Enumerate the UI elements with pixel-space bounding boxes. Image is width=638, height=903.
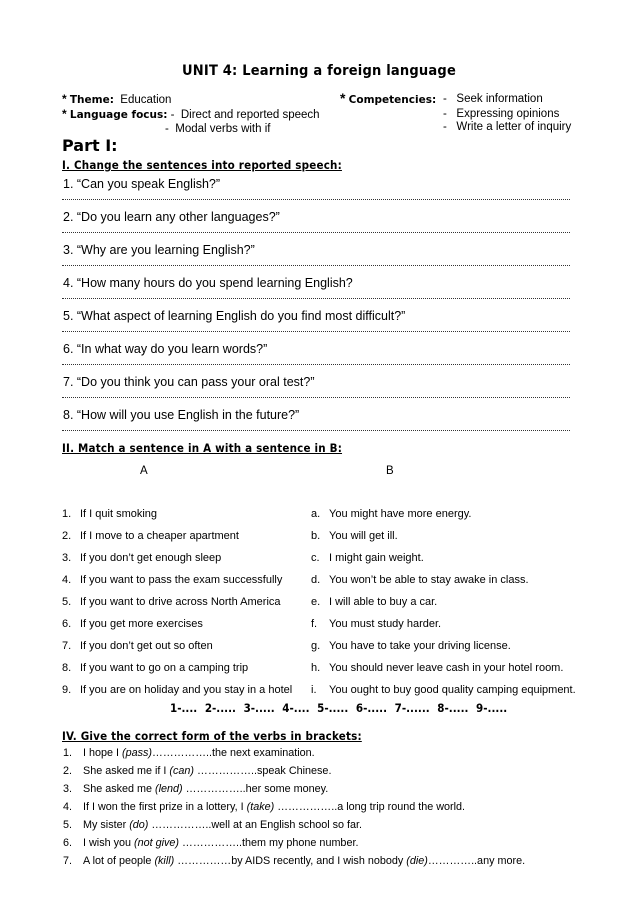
match-b-item: c. I might gain weight. <box>311 552 424 564</box>
section-1-heading: I. Change the sentences into reported speech: <box>62 158 342 172</box>
match-a-item: 6. If you get more exercises <box>62 618 203 630</box>
answer-line-5[interactable] <box>62 331 570 332</box>
focus-item-2: Modal verbs with if <box>175 123 271 135</box>
verb-item-3: 3. She asked me (lend) ……………..her some money. <box>63 783 329 795</box>
match-a-item: 4. If you want to pass the exam successfully <box>62 574 283 586</box>
theme-line: * Theme: Education <box>62 92 172 106</box>
verb-item-7: 7. A lot of people (kill) ……………by AIDS recently, and I wish nobody (die)…………..any more. <box>63 855 526 867</box>
match-b-item: e. I will able to buy a car. <box>311 596 438 608</box>
match-a-item: 9. If you are on holiday and you stay in a hotel <box>62 684 293 696</box>
match-b-item: f. You must study harder. <box>311 618 442 630</box>
match-a-item: 7. If you don’t get out so often <box>62 640 213 652</box>
focus-line-2: - Modal verbs with if <box>165 123 271 135</box>
answer-line-1[interactable] <box>62 199 570 200</box>
focus-line: * Language focus: - Direct and reported speech <box>62 107 320 121</box>
question-8: 8. “How will you use English in the future?” <box>63 408 300 422</box>
part-heading: Part I: <box>62 136 118 155</box>
answer-line-6[interactable] <box>62 364 570 365</box>
verb-item-2: 2. She asked me if I (can) ……………..speak Chinese. <box>63 765 332 777</box>
question-4: 4. “How many hours do you spend learning English? <box>63 276 353 290</box>
comp-item-2: Expressing opinions <box>456 108 560 120</box>
question-3: 3. “Why are you learning English?” <box>63 243 255 257</box>
answer-line-3[interactable] <box>62 265 570 266</box>
answer-line-7[interactable] <box>62 397 570 398</box>
verb-item-6: 6. I wish you (not give) ……………..them my phone number. <box>63 837 359 849</box>
section-2-heading: II. Match a sentence in A with a sentence in B: <box>62 441 343 455</box>
theme-value: Education <box>120 94 172 106</box>
match-a-item: 5. If you want to drive across North America <box>62 596 281 608</box>
match-b-item: h. You should never leave cash in your hotel room. <box>311 662 564 674</box>
verb-item-1: 1. I hope I (pass)……………..the next examination. <box>63 747 315 759</box>
match-b-item: i. You ought to buy good quality camping equipment. <box>311 684 576 696</box>
match-b-item: g. You have to take your driving license. <box>311 640 511 652</box>
match-b-item: a. You might have more energy. <box>311 508 472 520</box>
match-b-item: b. You will get ill. <box>311 530 398 542</box>
question-2: 2. “Do you learn any other languages?” <box>63 210 280 224</box>
unit-title: UNIT 4: Learning a foreign language <box>181 63 457 79</box>
comp-item-3-line: - Write a letter of inquiry <box>443 121 572 133</box>
verb-item-4: 4. If I won the first prize in a lottery, I (take) ……………..a long trip round the world. <box>63 801 466 813</box>
question-6: 6. “In what way do you learn words?” <box>63 342 268 356</box>
column-b-header: B <box>386 465 394 477</box>
verb-item-5: 5. My sister (do) ……………..well at an English school so far. <box>63 819 363 831</box>
question-5: 5. “What aspect of learning English do you find most difficult?” <box>63 309 406 323</box>
match-a-item: 2. If I move to a cheaper apartment <box>62 530 239 542</box>
match-a-item: 8. If you want to go on a camping trip <box>62 662 249 674</box>
focus-item-1: Direct and reported speech <box>180 109 320 121</box>
comp-item-3: Write a letter of inquiry <box>456 121 572 133</box>
section-4-heading: IV. Give the correct form of the verbs in brackets: <box>62 729 362 743</box>
match-b-item: d. You won’t be able to stay awake in class. <box>311 574 529 586</box>
match-a-item: 3. If you don’t get enough sleep <box>62 552 222 564</box>
question-1: 1. “Can you speak English?” <box>63 177 221 191</box>
match-answer-blanks[interactable]: 1-.... 2-..... 3-..... 4-.... 5-..... 6-..... 7-...... 8-..... 9-..... <box>170 701 508 715</box>
column-a-header: A <box>140 465 148 477</box>
comp-item-1: Seek information <box>456 93 543 105</box>
competencies-line: * Competencies: <box>340 90 437 106</box>
theme-key: Theme <box>69 94 110 106</box>
match-a-item: 1. If I quit smoking <box>62 508 158 520</box>
question-7: 7. “Do you think you can pass your oral test?” <box>63 375 315 389</box>
answer-line-8[interactable] <box>62 430 570 431</box>
competencies-key: Competencies <box>348 94 432 106</box>
answer-line-2[interactable] <box>62 232 570 233</box>
comp-item-2-line: - Expressing opinions <box>443 108 560 120</box>
focus-key: Language focus <box>69 109 164 121</box>
answer-line-4[interactable] <box>62 298 570 299</box>
comp-item-1-line: - Seek information <box>443 93 543 105</box>
